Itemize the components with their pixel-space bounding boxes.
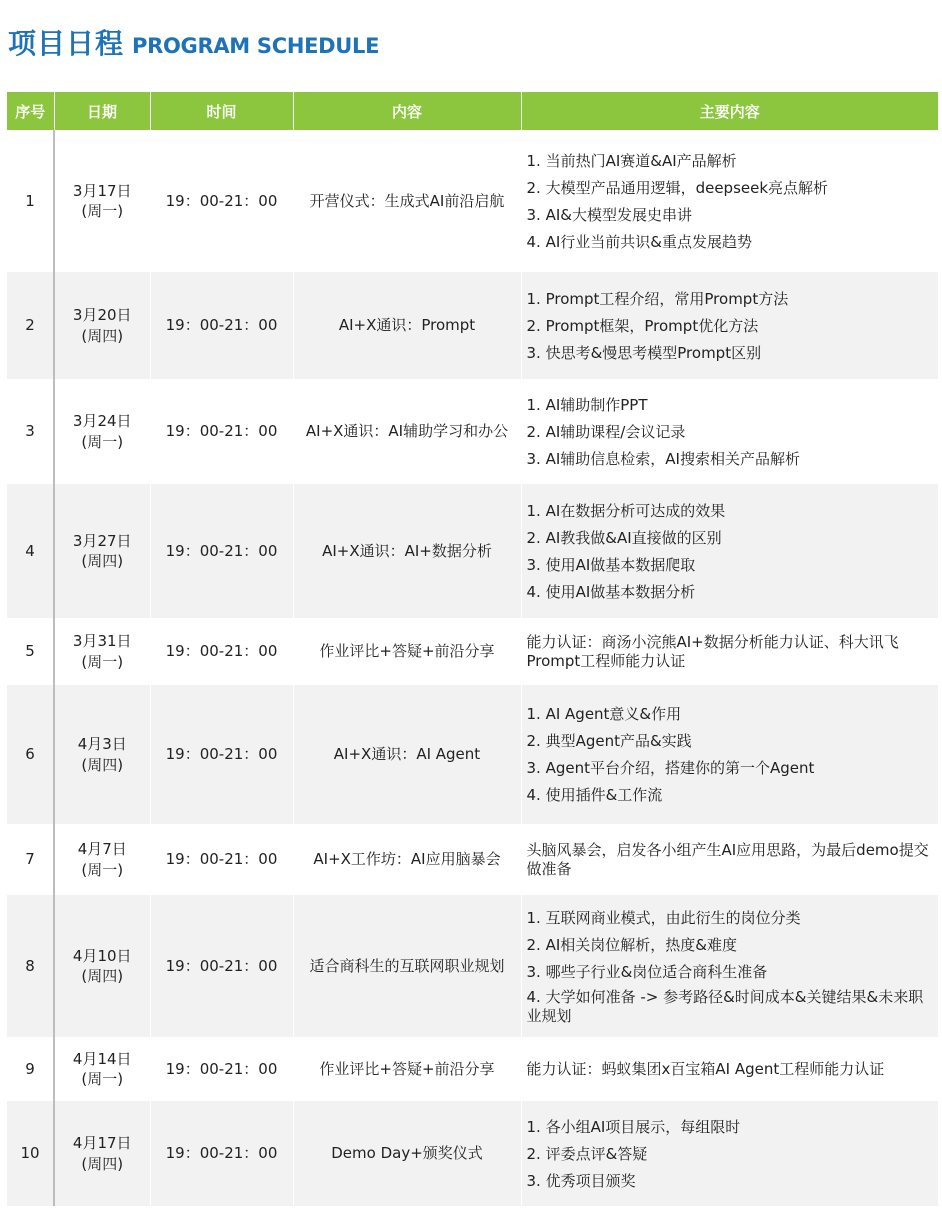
table-header bbox=[7, 92, 938, 130]
weekday-text: (周四) bbox=[81, 326, 124, 345]
row-time: 19：00-21：00 bbox=[150, 484, 293, 618]
main-content-item: 3. 快思考&慢思考模型Prompt区别 bbox=[526, 343, 762, 362]
row-main-content bbox=[521, 484, 938, 618]
main-content-item: 2. 典型Agent产品&实践 bbox=[526, 732, 692, 750]
main-content-item: 2. 评委点评&答疑 bbox=[526, 1144, 648, 1163]
row-content: 作业评比+答疑+前沿分享 bbox=[293, 618, 521, 685]
table-row bbox=[7, 484, 938, 618]
row-time: 19：00-21：00 bbox=[150, 685, 293, 824]
main-content-item: 2. AI辅助课程/会议记录 bbox=[526, 422, 686, 441]
main-content-item: 1. Prompt工程介绍，常用Prompt方法 bbox=[526, 289, 789, 308]
row-main-content bbox=[521, 824, 938, 895]
date-text: 4月10日 bbox=[72, 946, 132, 965]
main-content-item: 4. 使用AI做基本数据分析 bbox=[526, 582, 696, 601]
row-content: 开营仪式：生成式AI前沿启航 bbox=[293, 130, 521, 272]
row-main-content bbox=[521, 272, 938, 379]
row-date bbox=[54, 685, 150, 824]
main-content-item: 2. AI相关岗位解析，热度&难度 bbox=[526, 935, 737, 954]
table-row bbox=[7, 618, 938, 685]
row-time: 19：00-21：00 bbox=[150, 130, 293, 272]
main-content-item: 4. 大学如何准备 -> 参考路径&时间成本&关键结果&未来职业规划 bbox=[526, 987, 924, 1025]
row-date bbox=[54, 1101, 150, 1206]
table-row bbox=[7, 1037, 938, 1101]
row-number: 5 bbox=[7, 618, 54, 685]
date-text: 3月20日 bbox=[72, 306, 132, 325]
row-date bbox=[54, 618, 150, 685]
main-content-item: 3. 优秀项目颁奖 bbox=[526, 1171, 636, 1190]
row-number: 1 bbox=[7, 130, 54, 272]
date-text: 4月14日 bbox=[72, 1049, 132, 1068]
row-content: 作业评比+答疑+前沿分享 bbox=[293, 1037, 521, 1101]
row-time: 19：00-21：00 bbox=[150, 895, 293, 1037]
row-number: 9 bbox=[7, 1037, 54, 1101]
weekday-text: (周一) bbox=[81, 432, 124, 451]
row-number: 7 bbox=[7, 824, 54, 895]
page-title: 项目日程 bbox=[8, 27, 125, 60]
row-number: 4 bbox=[7, 484, 54, 618]
row-number: 6 bbox=[7, 685, 54, 824]
row-content: AI+X工作坊：AI应用脑暴会 bbox=[293, 824, 521, 895]
row-number: 8 bbox=[7, 895, 54, 1037]
column-header-no: 序号 bbox=[7, 92, 54, 130]
main-content-item: 2. 大模型产品通用逻辑，deepseek亮点解析 bbox=[526, 178, 829, 197]
weekday-text: (周四) bbox=[81, 755, 124, 774]
main-content-item: 3. AI&大模型发展史串讲 bbox=[526, 205, 692, 224]
row-time: 19：00-21：00 bbox=[150, 1037, 293, 1101]
main-content-item: 3. AI辅助信息检索，AI搜索相关产品解析 bbox=[526, 449, 800, 468]
table-row bbox=[7, 895, 938, 1037]
main-content-item: 4. AI行业当前共识&重点发展趋势 bbox=[526, 232, 752, 251]
row-content: AI+X通识：AI辅助学习和办公 bbox=[293, 379, 521, 484]
table-row bbox=[7, 685, 938, 824]
row-time: 19：00-21：00 bbox=[150, 824, 293, 895]
main-content-item: 3. 哪些子行业&岗位适合商科生准备 bbox=[526, 962, 768, 981]
schedule-table bbox=[7, 92, 938, 1206]
row-content: AI+X通识：Prompt bbox=[293, 272, 521, 379]
main-content-item: 1. 互联网商业模式，由此衍生的岗位分类 bbox=[526, 908, 801, 927]
main-content-item: 1. AI Agent意义&作用 bbox=[526, 705, 682, 723]
row-content: 适合商科生的互联网职业规划 bbox=[293, 895, 521, 1037]
date-text: 3月31日 bbox=[72, 632, 132, 651]
table-row bbox=[7, 272, 938, 379]
row-main-content bbox=[521, 618, 938, 685]
table-body bbox=[7, 130, 938, 1206]
main-content-item: 能力认证：蚂蚁集团x百宝箱AI Agent工程师能力认证 bbox=[526, 1060, 885, 1078]
main-content-item: 1. 各小组AI项目展示，每组限时 bbox=[526, 1117, 741, 1136]
row-time: 19：00-21：00 bbox=[150, 618, 293, 685]
main-content-item: 1. AI在数据分析可达成的效果 bbox=[526, 501, 726, 520]
date-text: 3月17日 bbox=[72, 181, 132, 200]
table-row bbox=[7, 824, 938, 895]
main-content-item: 头脑风暴会，启发各小组产生AI应用思路，为最后demo提交做准备 bbox=[526, 840, 929, 878]
table-row bbox=[7, 130, 938, 272]
column-header-time: 时间 bbox=[150, 92, 293, 130]
date-text: 4月7日 bbox=[77, 840, 127, 859]
main-content-item: 能力认证：商汤小浣熊AI+数据分析能力认证、科大讯飞Prompt工程师能力认证 bbox=[526, 632, 899, 670]
column-header-date: 日期 bbox=[54, 92, 150, 130]
weekday-text: (周四) bbox=[81, 552, 124, 570]
weekday-text: (周四) bbox=[81, 1154, 124, 1173]
row-date bbox=[54, 895, 150, 1037]
row-date bbox=[54, 484, 150, 618]
main-content-item: 3. 使用AI做基本数据爬取 bbox=[526, 555, 696, 574]
row-main-content bbox=[521, 1101, 938, 1206]
row-content: Demo Day+颁奖仪式 bbox=[293, 1101, 521, 1206]
main-content-item: 2. Prompt框架，Prompt优化方法 bbox=[526, 316, 759, 335]
column-header-content: 内容 bbox=[293, 92, 521, 130]
row-date bbox=[54, 824, 150, 895]
date-text: 3月27日 bbox=[72, 531, 132, 550]
header-row bbox=[7, 92, 938, 130]
date-text: 3月24日 bbox=[72, 412, 132, 431]
row-date bbox=[54, 130, 150, 272]
main-content-item: 1. AI辅助制作PPT bbox=[526, 395, 648, 414]
row-content: AI+X通识：AI+数据分析 bbox=[293, 484, 521, 618]
row-main-content bbox=[521, 379, 938, 484]
date-text: 4月3日 bbox=[77, 735, 127, 754]
main-content-item: 1. 当前热门AI赛道&AI产品解析 bbox=[526, 151, 737, 170]
weekday-text: (周一) bbox=[81, 202, 124, 220]
table-row bbox=[7, 1101, 938, 1206]
row-number: 2 bbox=[7, 272, 54, 379]
page-subtitle: PROGRAM SCHEDULE bbox=[132, 34, 380, 58]
row-main-content bbox=[521, 130, 938, 272]
weekday-text: (周一) bbox=[81, 1070, 124, 1088]
row-date bbox=[54, 1037, 150, 1101]
table-row bbox=[7, 379, 938, 484]
weekday-text: (周一) bbox=[81, 652, 124, 671]
row-content: AI+X通识：AI Agent bbox=[293, 685, 521, 824]
row-number: 10 bbox=[7, 1101, 54, 1206]
weekday-text: (周四) bbox=[81, 967, 124, 985]
row-main-content bbox=[521, 1037, 938, 1101]
column-header-main: 主要内容 bbox=[521, 92, 938, 130]
row-date bbox=[54, 272, 150, 379]
date-text: 4月17日 bbox=[72, 1134, 132, 1153]
row-number: 3 bbox=[7, 379, 54, 484]
main-content-item: 3. Agent平台介绍，搭建你的第一个Agent bbox=[526, 759, 815, 777]
page-heading bbox=[8, 22, 379, 62]
weekday-text: (周一) bbox=[81, 860, 124, 879]
row-date bbox=[54, 379, 150, 484]
main-content-item: 4. 使用插件&工作流 bbox=[526, 786, 663, 804]
main-content-item: 2. AI教我做&AI直接做的区别 bbox=[526, 528, 722, 547]
row-time: 19：00-21：00 bbox=[150, 379, 293, 484]
row-main-content bbox=[521, 685, 938, 824]
row-time: 19：00-21：00 bbox=[150, 272, 293, 379]
row-main-content bbox=[521, 895, 938, 1037]
row-time: 19：00-21：00 bbox=[150, 1101, 293, 1206]
